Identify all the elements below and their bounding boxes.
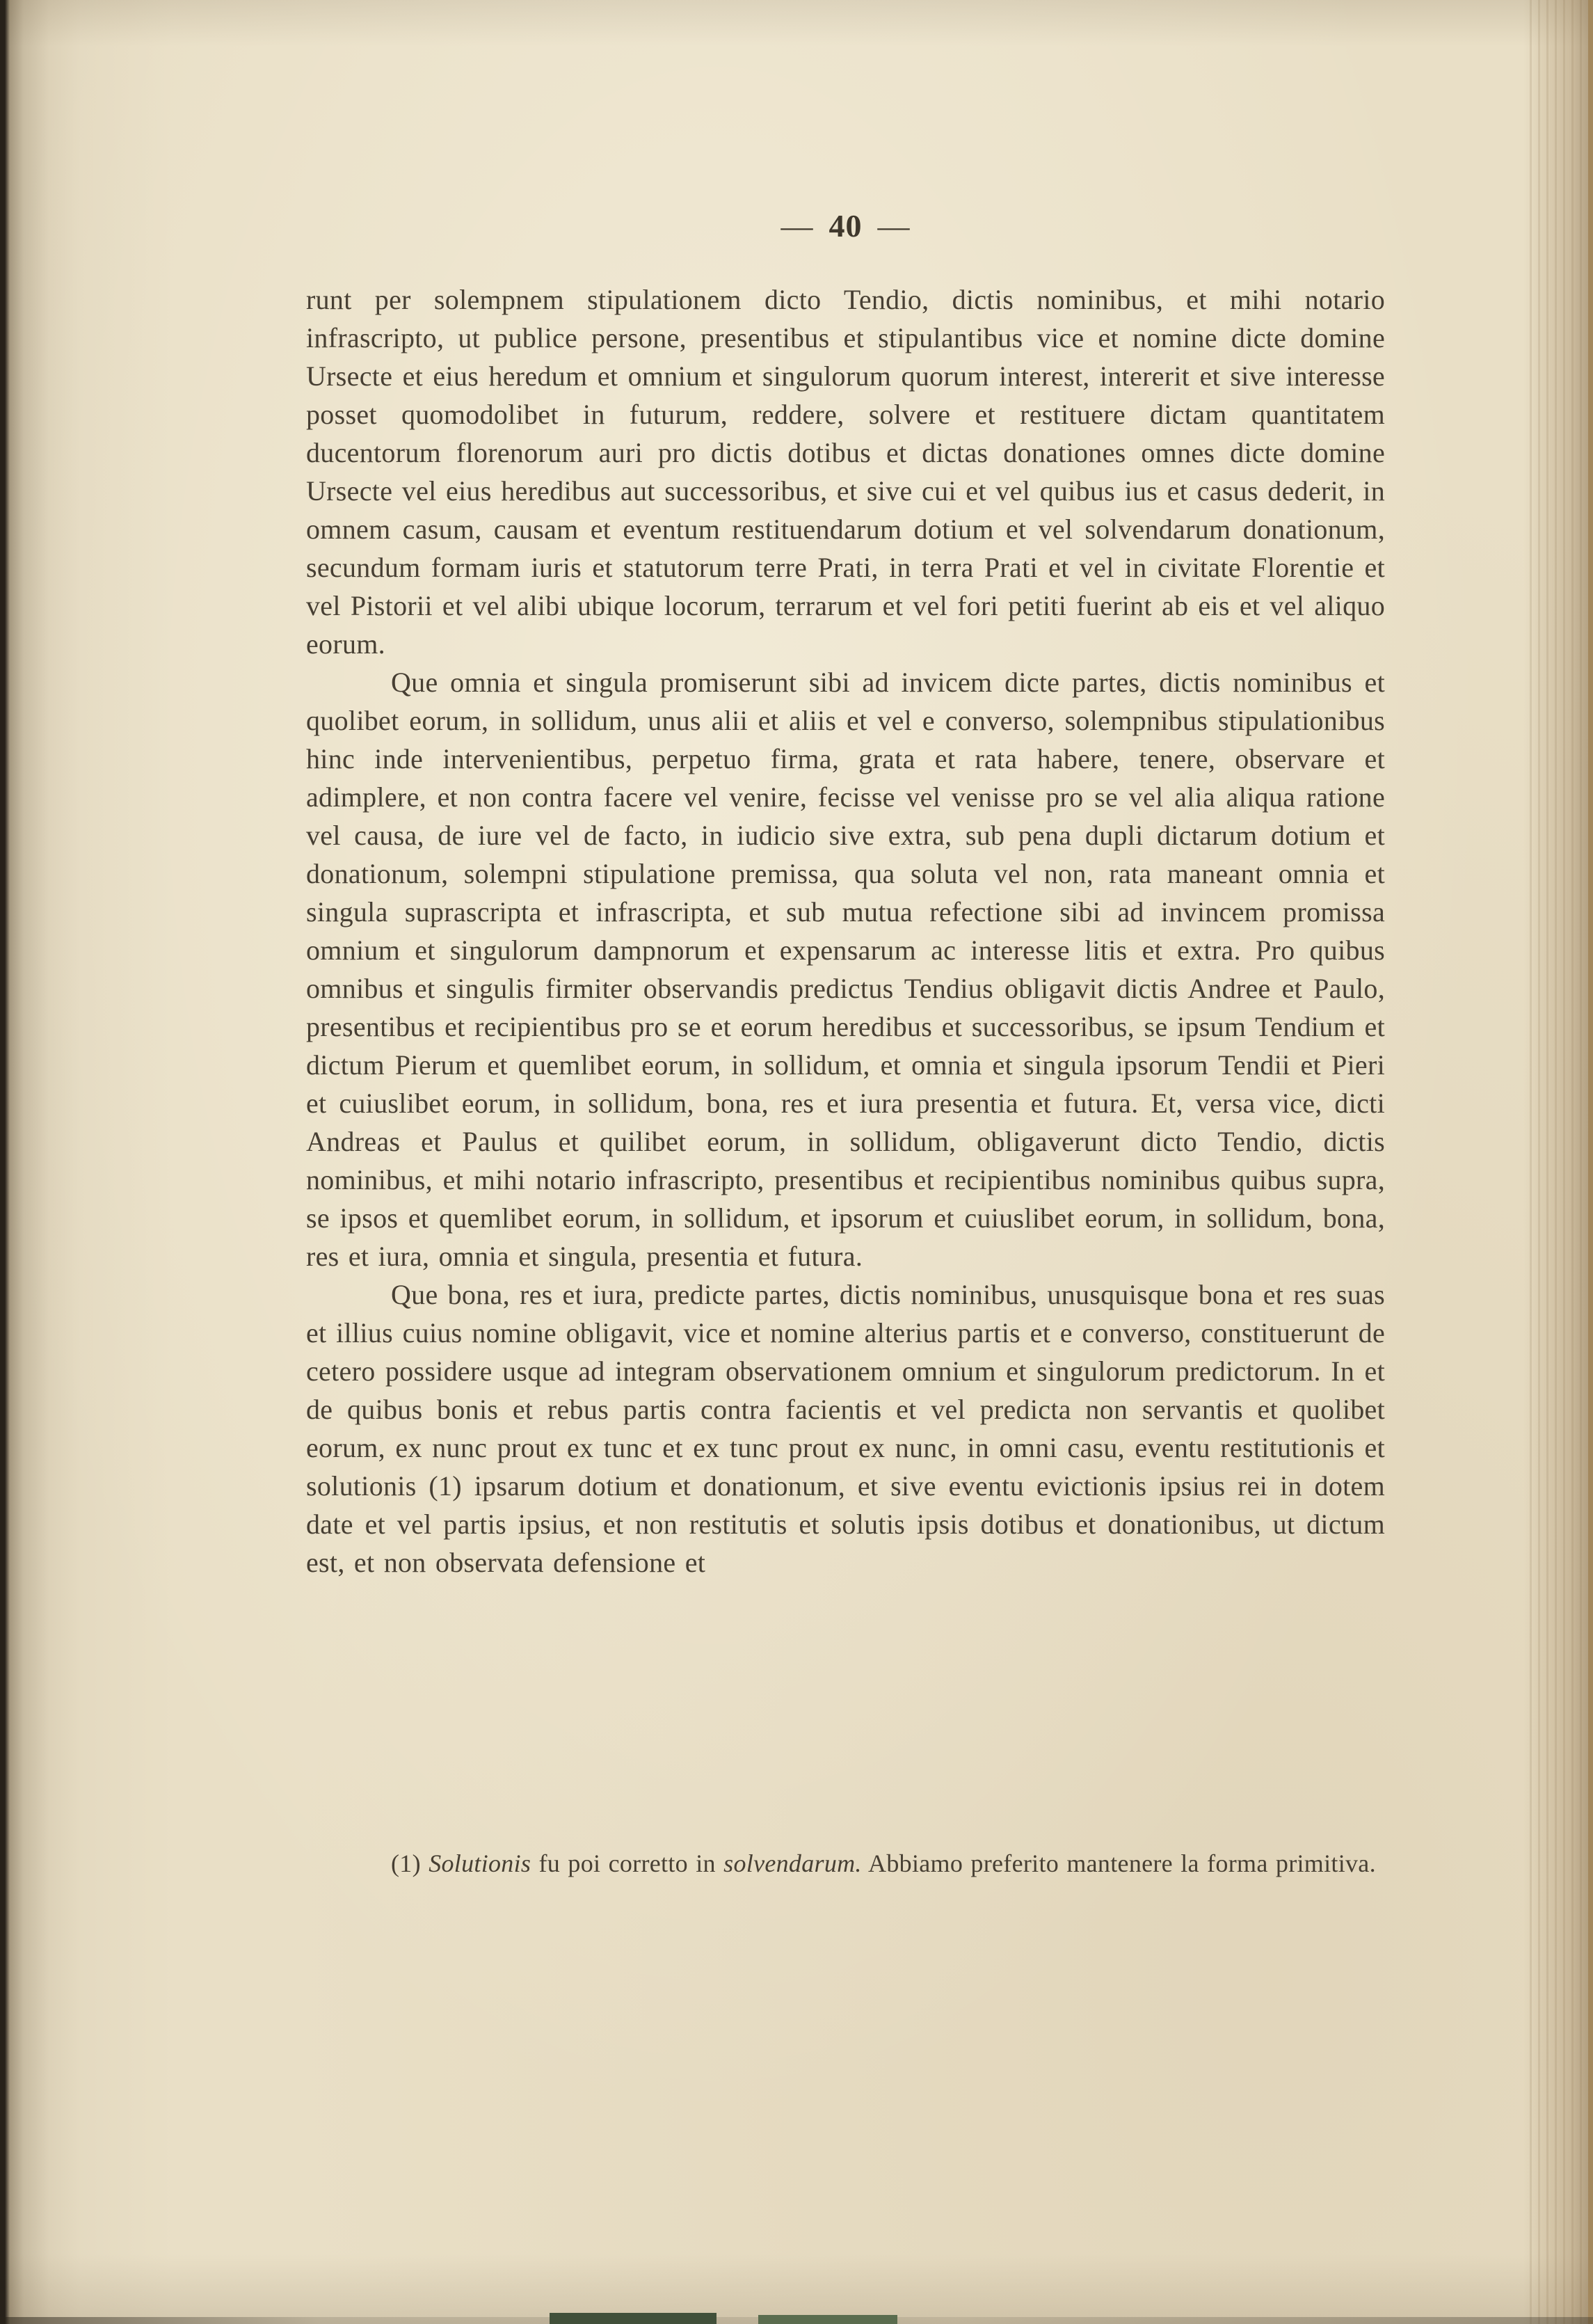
footnote-marker: (1) [391, 1849, 429, 1877]
body-text [306, 280, 1385, 1582]
footnote [306, 1845, 1385, 1882]
paragraph: Que bona, res et iura, predicte partes, dictis nominibus, unusquisque bona et res suas et illius cuius nomine obligavit, vice et nomine alterius partis et e converso, constituerunt de cetero possidere usque ad integram observationem omnium et singulorum predictorum. In et de quibus bonis et rebus partis contra facientis et vel predicta non servantis et quolibet eorum, ex nunc prout ex tunc et ex tunc prout ex nunc, in omni casu, eventu restitutionis et solutionis (1) ipsarum dotium et donationum, et sive eventu evictionis ipsius rei in dotem date et vel partis ipsius, et non restitutis et solutis ipsis dotibus et donationibus, ut dictum est, et non observata defensione et [306, 1279, 1385, 1578]
footnote-term-solvendarum: solvendarum. [723, 1849, 862, 1877]
footnote-term-solutionis: Solutionis [429, 1849, 531, 1877]
page-number-value: 40 [828, 208, 863, 244]
paragraph-continuation: runt per solempnem stipulationem dicto Tendio, dictis nominibus, et mihi notario infrascripto, ut publice persone, presentibus et stipulantibus vice et nomine dicte domine Ursecte et eius heredum et omnium et singulorum quorum interest, intererit et sive interesse posset quomodolibet in futurum, reddere, solvere et restituere dictam quantitatem ducentorum florenorum auri pro dictis dotibus et dictas donationes omnes dicte domine Ursecte vel eius heredibus aut successoribus, et sive cui et vel quibus ius et casus dederit, in omnem casum, causam et eventum restituendarum dotium et vel solvendarum donationum, secundum formam iuris et statutorum terre Prati, in terra Prati et vel in civitate Florentie et vel Pistorii et vel alibi ubique locorum, terrarum et vel fori petiti fuerint ab eis et vel aliquo eorum. [306, 284, 1385, 660]
scanner-background-fragment [758, 2315, 897, 2324]
page-number-dash-right: — [877, 208, 911, 244]
page-number-dash-left: — [781, 208, 814, 244]
scan-gutter-left [0, 0, 49, 2324]
paragraph: Que omnia et singula promiserunt sibi ad invicem dicte partes, dictis nominibus et quolibet eorum, in sollidum, unus alii et aliis et vel e converso, solempnibus stipulationibus hinc inde intervenientibus, perpetuo firma, grata et rata habere, tenere, observare et adimplere, et non contra facere vel venire, fecisse vel venisse pro se vel alia aliqua ratione vel causa, de iure vel de facto, in iudicio sive extra, sub pena dupli dictarum dotium et donationum, solempni stipulatione premissa, qua soluta vel non, rata maneant omnia et singula suprascripta et infrascripta, et sub mutua refectione sibi ad invincem promissa omnium et singulorum dampnorum et expensarum ac interesse litis et extra. Pro quibus omnibus et singulis firmiter observandis predictus Tendius obligavit dictis Andree et Paulo, presentibus et recipientibus pro se et eorum heredibus et successoribus, se ipsum Tendium et dictum Pierum et quemlibet eorum, in sollidum, et omnia et singula ipsorum Tendii et Pieri et cuiuslibet eorum, in sollidum, bona, res et iura presentia et futura. Et, versa vice, dicti Andreas et Paulus et quilibet eorum, in sollidum, obligaverunt dicto Tendio, dictis nominibus, et mihi notario infrascripto, presentibus et recipientibus nominibus quibus supra, se ipsos et quemlibet eorum, in sollidum, et ipsorum et cuiuslibet eorum, in sollidum, bona, res et iura, omnia et singula, presentia et futura. [306, 667, 1385, 1272]
footnote-text-mid: fu poi corretto in [531, 1849, 724, 1877]
book-page-edges-right [1523, 0, 1593, 2324]
scanner-background-fragment [550, 2313, 717, 2324]
page-number [306, 207, 1385, 244]
footnote-text-rest: Abbiamo preferito mantenere la forma primitiva. [861, 1849, 1376, 1877]
